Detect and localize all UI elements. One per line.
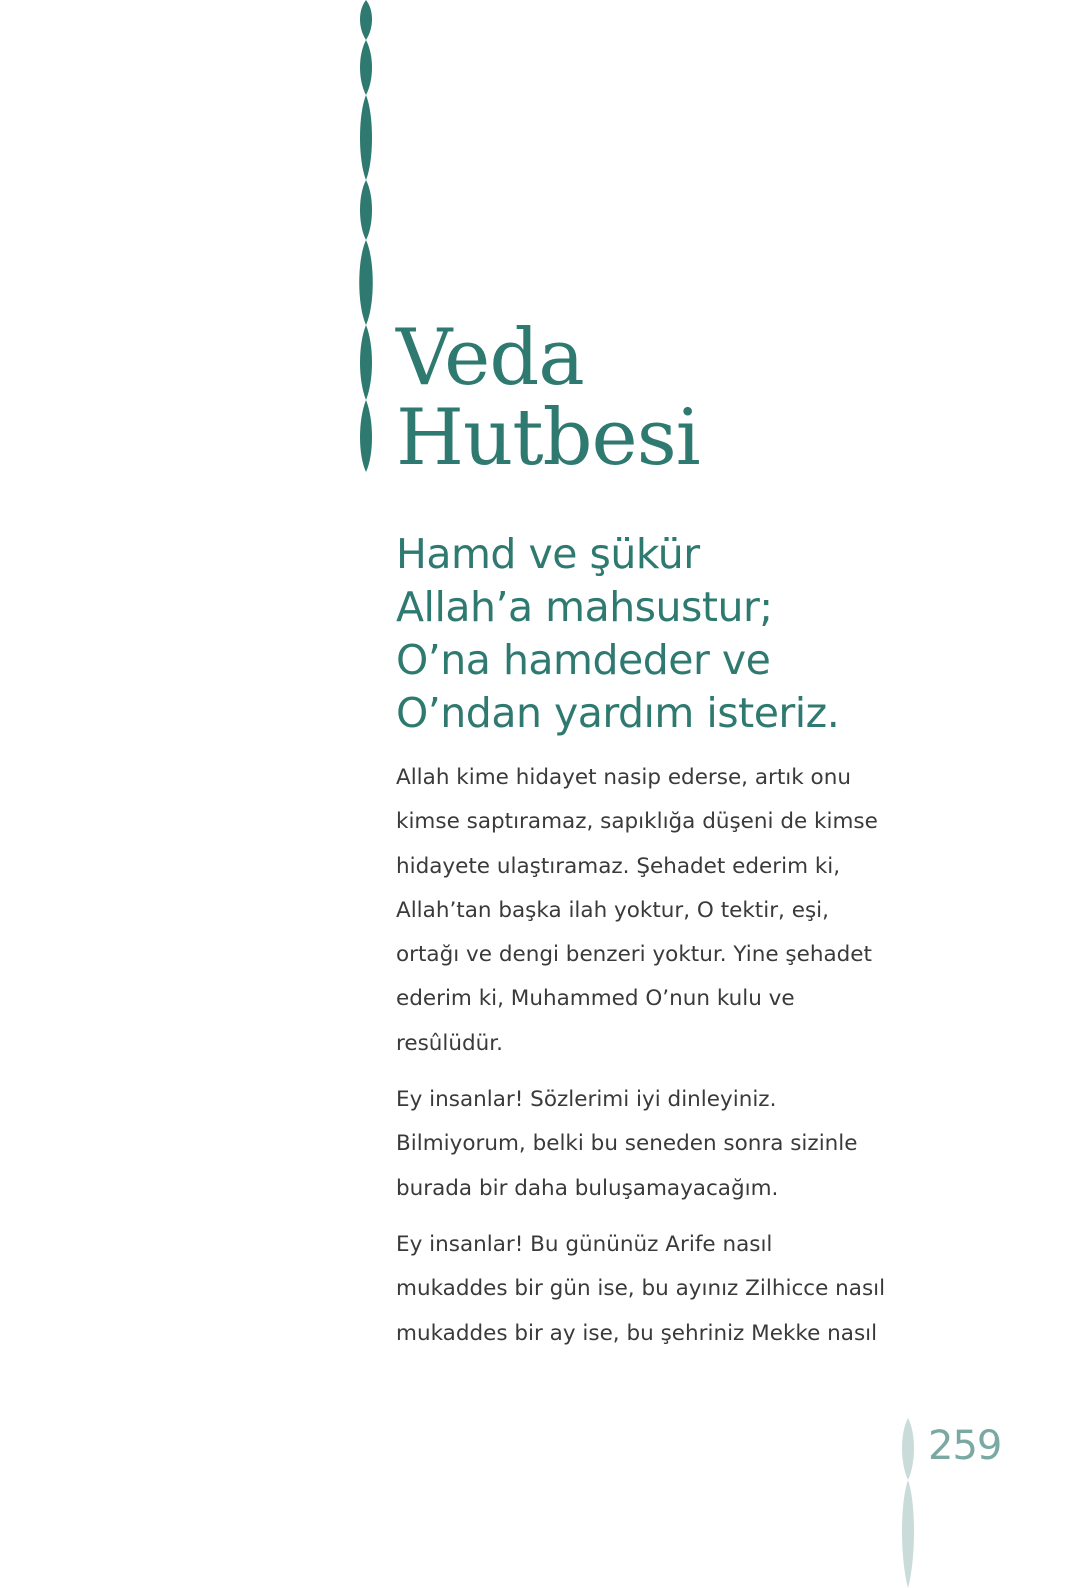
- text-line: burada bir daha buluşamayacağım.: [396, 1175, 779, 1201]
- lead-heading: [396, 528, 1016, 740]
- page-number: 259: [928, 1423, 1002, 1469]
- left-ornament-chain: [352, 0, 380, 480]
- title-line: Hutbesi: [396, 393, 700, 483]
- text-line: ortağı ve dengi benzeri yoktur. Yine şehadet: [396, 942, 872, 968]
- paragraph: [396, 1078, 916, 1211]
- text-line: Bilmiyorum, belki bu seneden sonra sizinle: [396, 1131, 858, 1157]
- lead-line: Allah’a mahsustur;: [396, 583, 773, 631]
- lead-line: Hamd ve şükür: [396, 530, 700, 578]
- paragraph: [396, 756, 916, 1066]
- page-title: [396, 313, 700, 483]
- body-text: [396, 756, 916, 1368]
- text-line: Allah kime hidayet nasip ederse, artık onu: [396, 765, 851, 790]
- text-line: Ey insanlar! Sözlerimi iyi dinleyiniz.: [396, 1087, 777, 1113]
- text-line: kimse saptıramaz, sapıklığa düşeni de kimse: [396, 809, 878, 835]
- text-line: ederim ki, Muhammed O’nun kulu ve: [396, 986, 795, 1012]
- text-line: Ey insanlar! Bu gününüz Arife nasıl: [396, 1231, 773, 1257]
- lead-line: O’ndan yardım isteriz.: [396, 689, 840, 737]
- page-number-ornament: [897, 1418, 919, 1588]
- text-line: mukaddes bir gün ise, bu ayınız Zilhicce nasıl: [396, 1276, 886, 1302]
- text-line: mukaddes bir ay ise, bu şehriniz Mekke nasıl: [396, 1320, 878, 1346]
- lead-line: O’na hamdeder ve: [396, 636, 771, 684]
- paragraph: [396, 1223, 916, 1356]
- text-line: Allah’tan başka ilah yoktur, O tektir, eşi,: [396, 897, 829, 923]
- title-line: Veda: [396, 313, 584, 403]
- text-line: resûlüdür.: [396, 1030, 503, 1056]
- text-line: hidayete ulaştıramaz. Şehadet ederim ki,: [396, 853, 841, 879]
